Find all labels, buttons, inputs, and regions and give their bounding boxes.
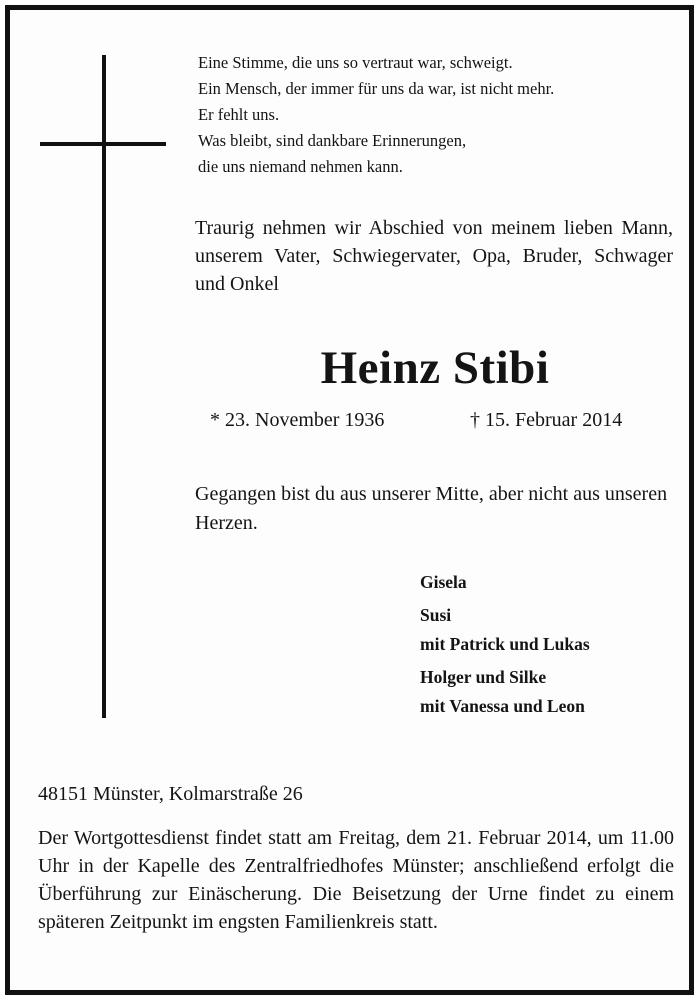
mourner-group (420, 568, 680, 597)
death-date: † 15. Februar 2014 (470, 409, 623, 431)
service-details: Der Wortgottesdienst findet statt am Freitag, dem 21. Februar 2014, um 11.00 Uhr in der Kapelle des Zentralfriedhofes Münster; anschließend erfolgt die Überführung zur Einäscherung. Die Beisetzung der Urne findet zu einem späteren Zeitpunkt im engsten Familienkreis statt. (38, 827, 674, 933)
poem-line: Eine Stimme, die uns so vertraut war, schweigt. (198, 53, 513, 72)
poem-line: Er fehlt uns. (198, 105, 280, 124)
poem-line: Was bleibt, sind dankbare Erinnerungen, (198, 131, 467, 150)
obituary-notice (5, 5, 694, 995)
farewell-intro: Traurig nehmen wir Abschied von meinem lieben Mann, unserem Vater, Schwiegervater, Opa, Bruder, Schwager und Onkel (195, 217, 673, 295)
mourner-name: mit Vanessa und Leon (420, 696, 585, 716)
mourner-name: Holger und Silke (420, 667, 547, 687)
family-address: 48151 Münster, Kolmarstraße 26 (38, 783, 303, 805)
cross-icon-vertical (102, 55, 106, 718)
mourner-group (420, 601, 680, 659)
cross-icon-horizontal (40, 142, 166, 146)
mourners-list (420, 568, 680, 725)
poem-line: Ein Mensch, der immer für uns da war, ist nicht mehr. (198, 79, 555, 98)
mourner-name: mit Patrick und Lukas (420, 634, 590, 654)
mourner-name: Gisela (420, 572, 467, 592)
memorial-poem (198, 50, 678, 180)
mourner-group (420, 663, 680, 721)
poem-line: die uns niemand nehmen kann. (198, 157, 403, 176)
deceased-name: Heinz Stibi (320, 342, 550, 394)
birth-date: * 23. November 1936 (210, 409, 385, 431)
memorial-quote: Gegangen bist du aus unserer Mitte, aber nicht aus unseren Herzen. (195, 483, 668, 534)
mourner-name: Susi (420, 605, 452, 625)
